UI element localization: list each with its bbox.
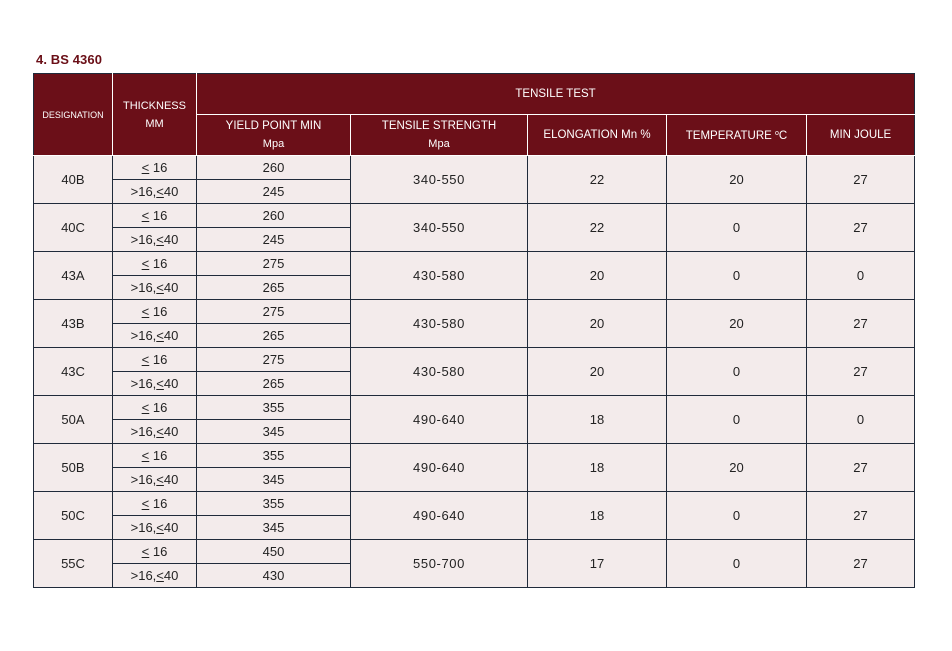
thickness-cell [113, 252, 197, 276]
table-body [34, 156, 915, 588]
temperature-cell: 0 [667, 492, 807, 540]
section-title: 4. BS 4360 [36, 52, 103, 67]
thickness-prefix: >16, [130, 232, 157, 247]
yield-point-cell: 275 [197, 252, 351, 276]
thickness-value: 40 [163, 472, 179, 487]
thickness-cell [113, 492, 197, 516]
yield-point-cell: 345 [197, 420, 351, 444]
elongation-cell: 17 [528, 540, 667, 588]
tensile-strength-cell: 340-550 [351, 204, 528, 252]
min-joule-cell: 0 [807, 396, 915, 444]
min-joule-header: MIN JOULE [807, 115, 915, 156]
tensile-strength-cell: 490-640 [351, 444, 528, 492]
thickness-prefix: >16, [130, 520, 157, 535]
thickness-value: 16 [149, 160, 168, 175]
less-equal-symbol: < [156, 280, 164, 295]
designation-cell: 50C [34, 492, 113, 540]
elongation-cell: 20 [528, 300, 667, 348]
thickness-value: 16 [149, 304, 168, 319]
yield-point-cell: 355 [197, 492, 351, 516]
temperature-cell: 0 [667, 396, 807, 444]
tensile-strength-cell: 430-580 [351, 348, 528, 396]
less-equal-symbol: < [141, 352, 150, 367]
min-joule-cell: 0 [807, 252, 915, 300]
less-equal-symbol: < [156, 376, 164, 391]
temperature-unit: C [778, 130, 788, 142]
thickness-cell [113, 372, 197, 396]
thickness-cell [113, 324, 197, 348]
yield-point-cell: 355 [197, 444, 351, 468]
thickness-value: 16 [149, 352, 168, 367]
temperature-cell: 0 [667, 348, 807, 396]
yield-point-cell: 355 [197, 396, 351, 420]
yield-point-cell: 260 [197, 204, 351, 228]
elongation-cell: 22 [528, 156, 667, 204]
yield-point-header [197, 115, 351, 156]
designation-cell: 50B [34, 444, 113, 492]
elongation-cell: 22 [528, 204, 667, 252]
less-equal-symbol: < [156, 184, 164, 199]
table-row [34, 156, 915, 180]
thickness-value: 40 [163, 424, 179, 439]
designation-cell: 43B [34, 300, 113, 348]
thickness-cell [113, 180, 197, 204]
thickness-value: 40 [163, 376, 179, 391]
thickness-value: 40 [163, 280, 179, 295]
yield-point-cell: 275 [197, 300, 351, 324]
yield-point-cell: 265 [197, 324, 351, 348]
thickness-prefix: >16, [130, 328, 157, 343]
less-equal-symbol: < [141, 400, 150, 415]
yield-point-cell: 345 [197, 468, 351, 492]
thickness-cell [113, 468, 197, 492]
less-equal-symbol: < [141, 304, 150, 319]
thickness-prefix: >16, [130, 280, 157, 295]
min-joule-cell: 27 [807, 204, 915, 252]
yield-point-cell: 265 [197, 276, 351, 300]
designation-cell: 40B [34, 156, 113, 204]
thickness-prefix: >16, [130, 424, 157, 439]
less-equal-symbol: < [156, 520, 164, 535]
thickness-value: 40 [163, 232, 179, 247]
tensile-strength-unit: Mpa [428, 138, 450, 150]
tensile-strength-cell: 430-580 [351, 300, 528, 348]
yield-point-cell: 260 [197, 156, 351, 180]
table-row [34, 492, 915, 516]
temperature-cell: 20 [667, 300, 807, 348]
thickness-value: 16 [149, 544, 168, 559]
elongation-cell: 18 [528, 396, 667, 444]
table-row [34, 540, 915, 564]
table-row [34, 300, 915, 324]
thickness-header-line2: MM [145, 117, 164, 130]
thickness-cell [113, 156, 197, 180]
min-joule-cell: 27 [807, 300, 915, 348]
table-header [34, 74, 915, 156]
table-row [34, 204, 915, 228]
thickness-value: 16 [149, 400, 168, 415]
thickness-cell [113, 420, 197, 444]
temperature-cell: 0 [667, 540, 807, 588]
thickness-value: 16 [149, 496, 168, 511]
table-row [34, 348, 915, 372]
thickness-value: 16 [149, 256, 168, 271]
temperature-header [667, 115, 807, 156]
yield-point-cell: 245 [197, 180, 351, 204]
less-equal-symbol: < [141, 256, 150, 271]
elongation-cell: 20 [528, 252, 667, 300]
less-equal-symbol: < [141, 208, 150, 223]
yield-point-cell: 265 [197, 372, 351, 396]
temperature-cell: 0 [667, 204, 807, 252]
thickness-cell [113, 564, 197, 588]
yield-point-cell: 345 [197, 516, 351, 540]
less-equal-symbol: < [156, 328, 164, 343]
elongation-cell: 18 [528, 444, 667, 492]
tensile-strength-cell: 490-640 [351, 492, 528, 540]
thickness-header [113, 74, 197, 156]
elongation-header: ELONGATION Mn % [528, 115, 667, 156]
yield-point-cell: 450 [197, 540, 351, 564]
tensile-strength-label: TENSILE STRENGTH [381, 120, 497, 132]
table-row [34, 444, 915, 468]
thickness-prefix: >16, [130, 184, 157, 199]
designation-cell: 50A [34, 396, 113, 444]
less-equal-symbol: < [156, 232, 164, 247]
temperature-label: TEMPERATURE [685, 130, 776, 142]
thickness-value: 40 [163, 184, 179, 199]
min-joule-cell: 27 [807, 156, 915, 204]
tensile-strength-cell: 550-700 [351, 540, 528, 588]
thickness-header-line1: THICKNESS [123, 99, 186, 112]
yield-point-cell: 275 [197, 348, 351, 372]
less-equal-symbol: < [141, 160, 150, 175]
temperature-degree: o [775, 130, 779, 137]
designation-header: DESIGNATION [34, 74, 113, 156]
tensile-strength-header [351, 115, 528, 156]
min-joule-cell: 27 [807, 444, 915, 492]
thickness-prefix: >16, [130, 376, 157, 391]
thickness-cell [113, 348, 197, 372]
less-equal-symbol: < [156, 472, 164, 487]
yield-point-cell: 245 [197, 228, 351, 252]
thickness-value: 16 [149, 448, 168, 463]
temperature-cell: 20 [667, 444, 807, 492]
table-row [34, 396, 915, 420]
temperature-cell: 0 [667, 252, 807, 300]
designation-cell: 43A [34, 252, 113, 300]
tensile-strength-cell: 490-640 [351, 396, 528, 444]
bs4360-properties-table [33, 73, 915, 588]
designation-cell: 40C [34, 204, 113, 252]
thickness-cell [113, 396, 197, 420]
thickness-prefix: >16, [130, 568, 157, 583]
thickness-prefix: >16, [130, 472, 157, 487]
less-equal-symbol: < [141, 496, 150, 511]
yield-point-cell: 430 [197, 564, 351, 588]
thickness-cell [113, 276, 197, 300]
yield-point-unit: Mpa [262, 138, 285, 150]
tensile-strength-cell: 430-580 [351, 252, 528, 300]
thickness-cell [113, 228, 197, 252]
thickness-cell [113, 300, 197, 324]
temperature-cell: 20 [667, 156, 807, 204]
thickness-value: 40 [163, 520, 179, 535]
tensile-test-header: TENSILE TEST [197, 74, 915, 115]
less-equal-symbol: < [156, 424, 164, 439]
yield-point-label: YIELD POINT MIN [225, 120, 322, 132]
less-equal-symbol: < [141, 544, 150, 559]
less-equal-symbol: < [156, 568, 164, 583]
tensile-strength-cell: 340-550 [351, 156, 528, 204]
min-joule-cell: 27 [807, 492, 915, 540]
thickness-value: 16 [149, 208, 168, 223]
thickness-cell [113, 516, 197, 540]
elongation-cell: 18 [528, 492, 667, 540]
designation-cell: 55C [34, 540, 113, 588]
elongation-cell: 20 [528, 348, 667, 396]
min-joule-cell: 27 [807, 348, 915, 396]
thickness-value: 40 [163, 568, 179, 583]
min-joule-cell: 27 [807, 540, 915, 588]
table-row [34, 252, 915, 276]
thickness-cell [113, 540, 197, 564]
thickness-cell [113, 444, 197, 468]
less-equal-symbol: < [141, 448, 150, 463]
thickness-value: 40 [163, 328, 179, 343]
thickness-cell [113, 204, 197, 228]
designation-cell: 43C [34, 348, 113, 396]
